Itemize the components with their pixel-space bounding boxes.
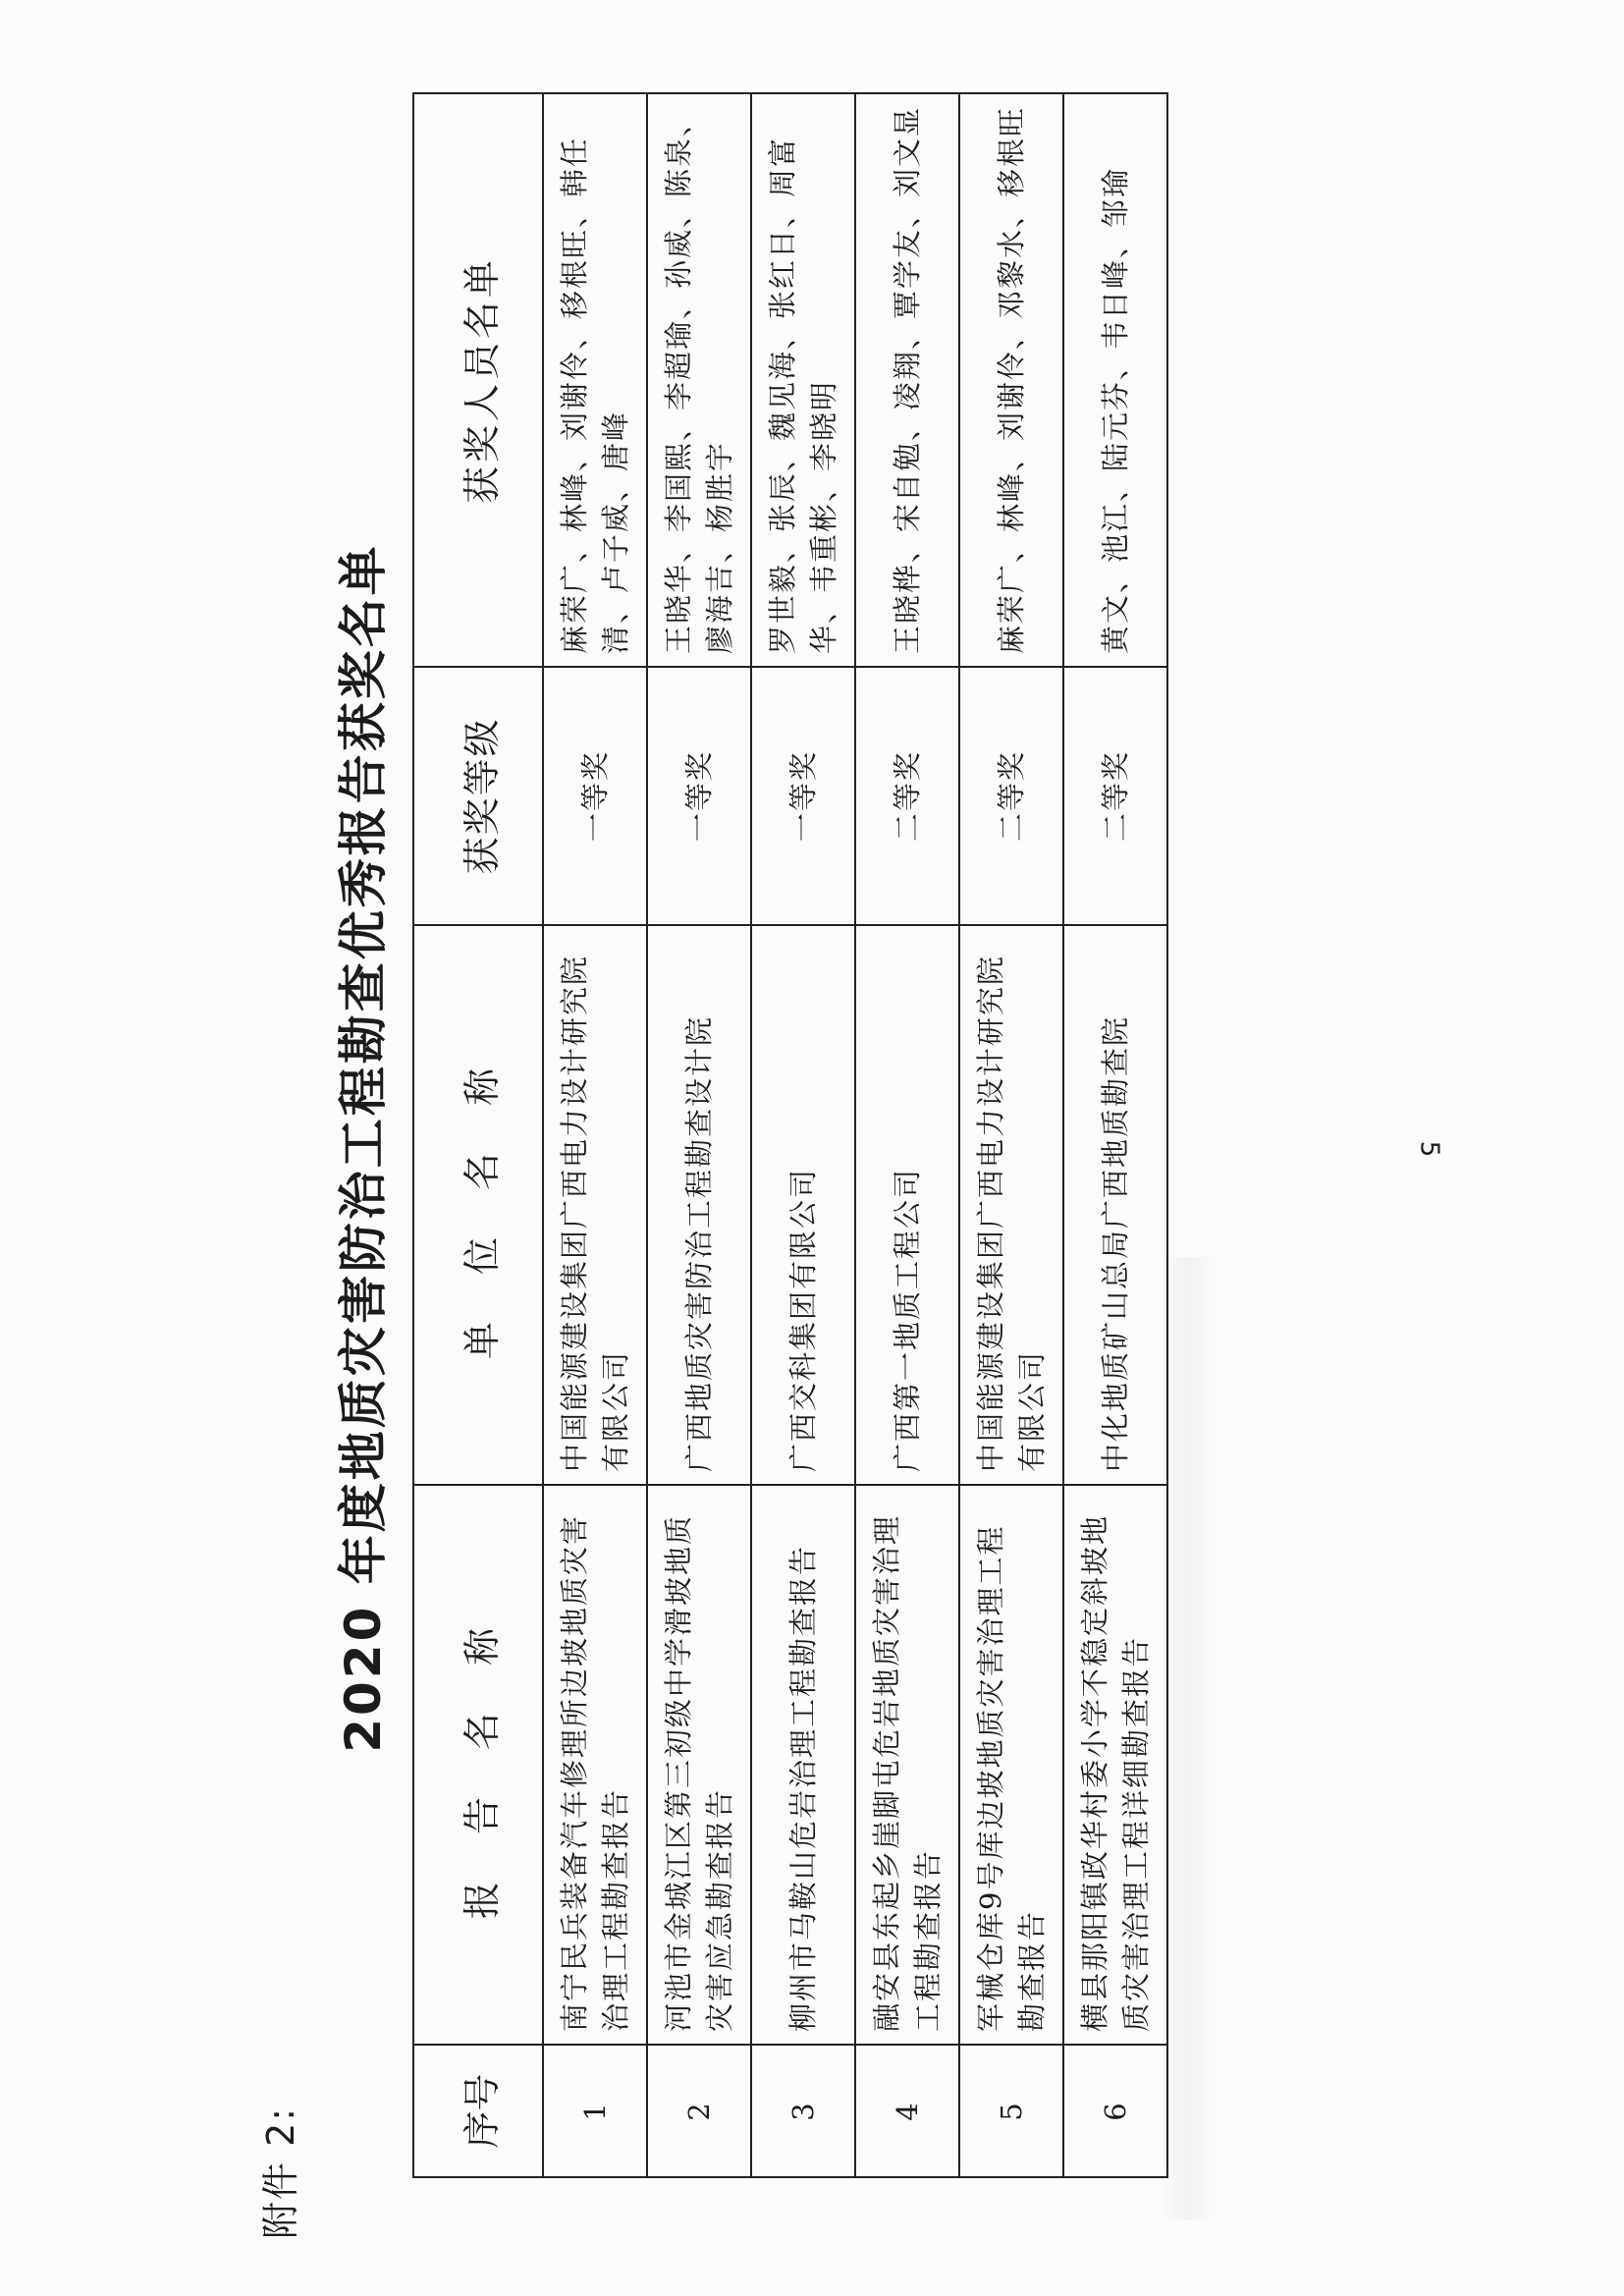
header-report: 报 告 名 称 xyxy=(413,1485,543,2045)
row-report: 军械仓库9号库边坡地质灾害治理工程勘查报告 xyxy=(959,1485,1063,2045)
row-unit: 广西地质灾害防治工程勘查设计院 xyxy=(647,925,751,1485)
row-level: 一等奖 xyxy=(751,667,855,925)
row-people: 罗世毅、张辰、魏见海、张红日、周富华、韦重彬、李晓明 xyxy=(751,93,855,667)
header-unit: 单 位 名 称 xyxy=(413,925,543,1485)
row-no: 4 xyxy=(855,2045,959,2177)
table-row xyxy=(543,93,647,2177)
attachment-label: 附件 2: xyxy=(259,2105,302,2239)
header-people: 获奖人员名单 xyxy=(413,93,543,667)
row-unit: 中国能源建设集团广西电力设计研究院有限公司 xyxy=(543,925,647,1485)
row-report: 南宁民兵装备汽车修理所边坡地质灾害治理工程勘查报告 xyxy=(543,1485,647,2045)
row-no: 6 xyxy=(1063,2045,1167,2177)
table-row xyxy=(959,93,1063,2177)
row-level: 一等奖 xyxy=(543,667,647,925)
header-level: 获奖等级 xyxy=(413,667,543,925)
row-unit: 广西第一地质工程公司 xyxy=(855,925,959,1485)
table-header-row xyxy=(413,93,543,2177)
row-people: 麻荣广、林峰、刘谢伶、邓黎水、移根旺 xyxy=(959,93,1063,667)
row-people: 黄文、池江、陆元芬、韦日峰、邹瑜 xyxy=(1063,93,1167,667)
row-report: 融安县东起乡崖脚屯危岩地质灾害治理工程勘查报告 xyxy=(855,1485,959,2045)
page-number: 5 xyxy=(1414,1140,1444,1158)
row-report: 横县那阳镇政华村委小学不稳定斜坡地质灾害治理工程详细勘查报告 xyxy=(1063,1485,1167,2045)
row-people: 王晓华、李国熙、李超瑜、孙威、陈泉、廖海吉、杨胜宇 xyxy=(647,93,751,667)
row-people: 王晓桦、宋自勉、凌翔、覃学友、刘文显 xyxy=(855,93,959,667)
row-unit: 中化地质矿山总局广西地质勘查院 xyxy=(1063,925,1167,1485)
scan-bleed-through xyxy=(1159,1257,1218,2219)
row-no: 2 xyxy=(647,2045,751,2177)
row-unit: 广西交科集团有限公司 xyxy=(751,925,855,1485)
row-no: 1 xyxy=(543,2045,647,2177)
row-report: 柳州市马鞍山危岩治理工程勘查报告 xyxy=(751,1485,855,2045)
row-report: 河池市金城江区第三初级中学滑坡地质灾害应急勘查报告 xyxy=(647,1485,751,2045)
row-no: 3 xyxy=(751,2045,855,2177)
table-row xyxy=(1063,93,1167,2177)
row-unit: 中国能源建设集团广西电力设计研究院有限公司 xyxy=(959,925,1063,1485)
row-level: 二等奖 xyxy=(855,667,959,925)
row-no: 5 xyxy=(959,2045,1063,2177)
row-level: 二等奖 xyxy=(959,667,1063,925)
row-people: 麻荣广、林峰、刘谢伶、移根旺、韩任清、卢子威、唐峰 xyxy=(543,93,647,667)
table-row xyxy=(647,93,751,2177)
page-title: 2020 年度地质灾害防治工程勘查优秀报告获奖名单 xyxy=(335,543,392,1753)
row-level: 二等奖 xyxy=(1063,667,1167,925)
award-table xyxy=(412,92,1168,2178)
row-level: 一等奖 xyxy=(647,667,751,925)
table-row xyxy=(855,93,959,2177)
table-row xyxy=(751,93,855,2177)
header-no: 序号 xyxy=(413,2045,543,2177)
